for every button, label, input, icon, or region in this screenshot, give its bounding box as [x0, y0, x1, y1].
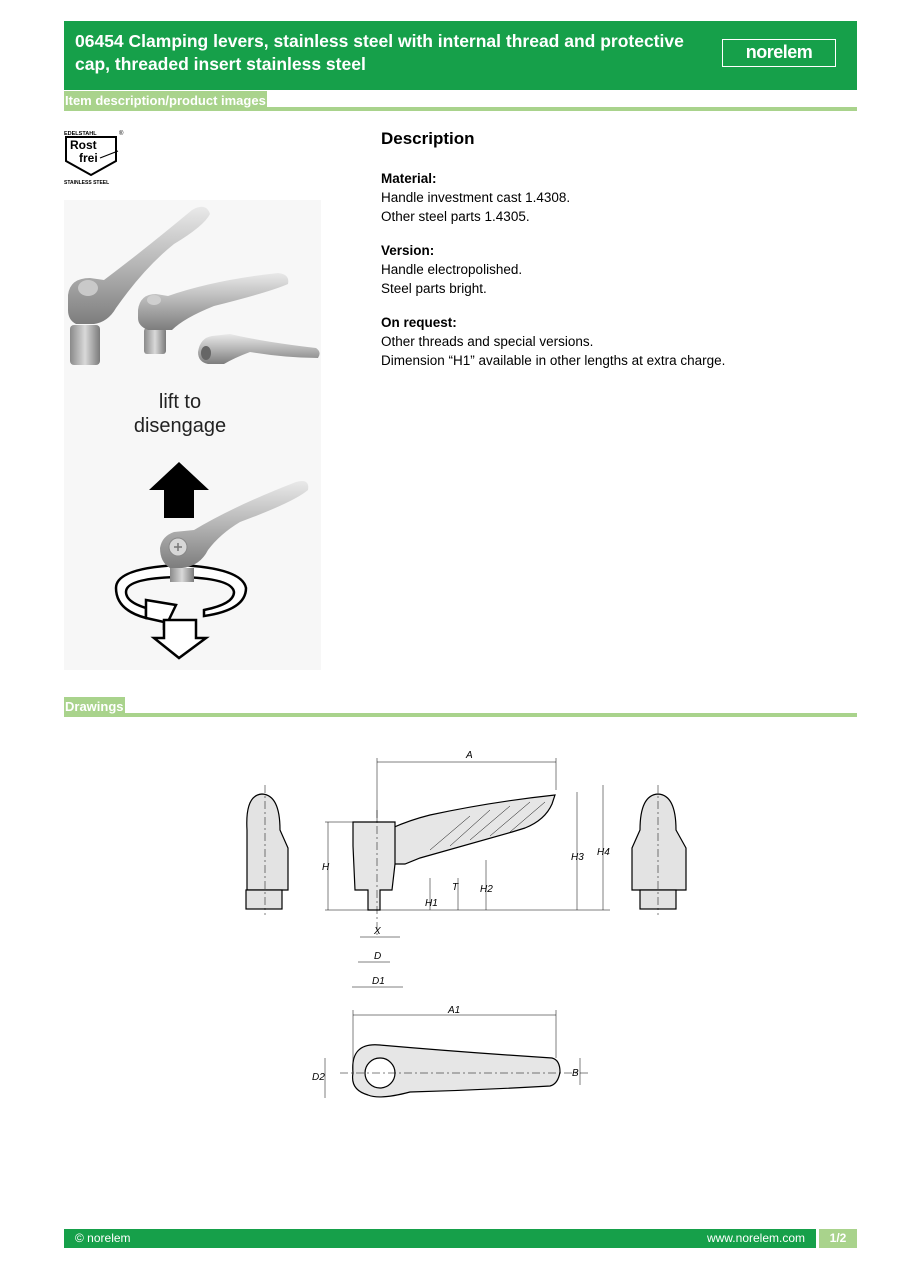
dim-H1: H1 [425, 898, 438, 909]
dim-H2: H2 [480, 884, 493, 895]
dim-D2: D2 [312, 1072, 325, 1083]
svg-text:Rost: Rost [70, 138, 97, 152]
version-group: Version: Handle electropolished. Steel parts bright. [381, 243, 523, 296]
technical-drawing [200, 740, 720, 1120]
dim-D: D [374, 951, 382, 962]
material-group: Material: Handle investment cast 1.4308. Other steel parts 1.4305. [381, 171, 571, 224]
section-drawings [64, 697, 857, 717]
page-footer [64, 1229, 816, 1248]
rostfrei-badge-icon [64, 129, 128, 187]
on-request-group: On request: Other threads and special versions. Dimension “H1” available in other lengths at extra charge. [381, 315, 726, 368]
svg-text:®: ® [119, 131, 124, 137]
dim-H: H [322, 862, 330, 873]
svg-text:EDELSTAHL: EDELSTAHL [64, 131, 97, 137]
dim-B: B [572, 1068, 579, 1079]
dim-H4: H4 [597, 847, 610, 858]
front-view-lever [392, 795, 555, 864]
description-heading: Description [381, 129, 475, 148]
dim-D1: D1 [372, 976, 385, 987]
svg-text:STAINLESS STEEL: STAINLESS STEEL [64, 180, 110, 186]
footer-copyright: © norelem [75, 1231, 131, 1245]
arrow-up-icon [149, 462, 209, 518]
front-view-body [353, 822, 395, 910]
dim-T: T [452, 882, 459, 893]
side-view-left [247, 794, 288, 890]
description-block [381, 127, 851, 385]
page-title: 06454 Clamping levers, stainless steel with internal thread and protective cap, threaded insert stainless steel [75, 31, 684, 74]
dim-A: A [466, 750, 473, 761]
footer-website-link[interactable]: www.norelem.com [706, 1231, 805, 1245]
svg-text:frei: frei [79, 151, 98, 165]
section-label: Item description/product images [64, 91, 267, 111]
side-view-left-insert [246, 890, 282, 909]
page-number: 1/2 [819, 1229, 857, 1248]
section-divider [64, 713, 857, 717]
side-view-right [632, 794, 686, 890]
dim-X: X [374, 926, 381, 937]
section-label: Drawings [64, 697, 125, 717]
dim-A1: A1 [448, 1005, 461, 1016]
section-item-description [64, 91, 857, 111]
lift-to-disengage-label: lift to disengage [133, 391, 227, 437]
lever-large-image [68, 207, 210, 365]
lever-small-image [198, 334, 320, 364]
dim-H3: H3 [571, 852, 584, 863]
page-header [64, 21, 857, 90]
norelem-logo: norelem [722, 39, 836, 67]
